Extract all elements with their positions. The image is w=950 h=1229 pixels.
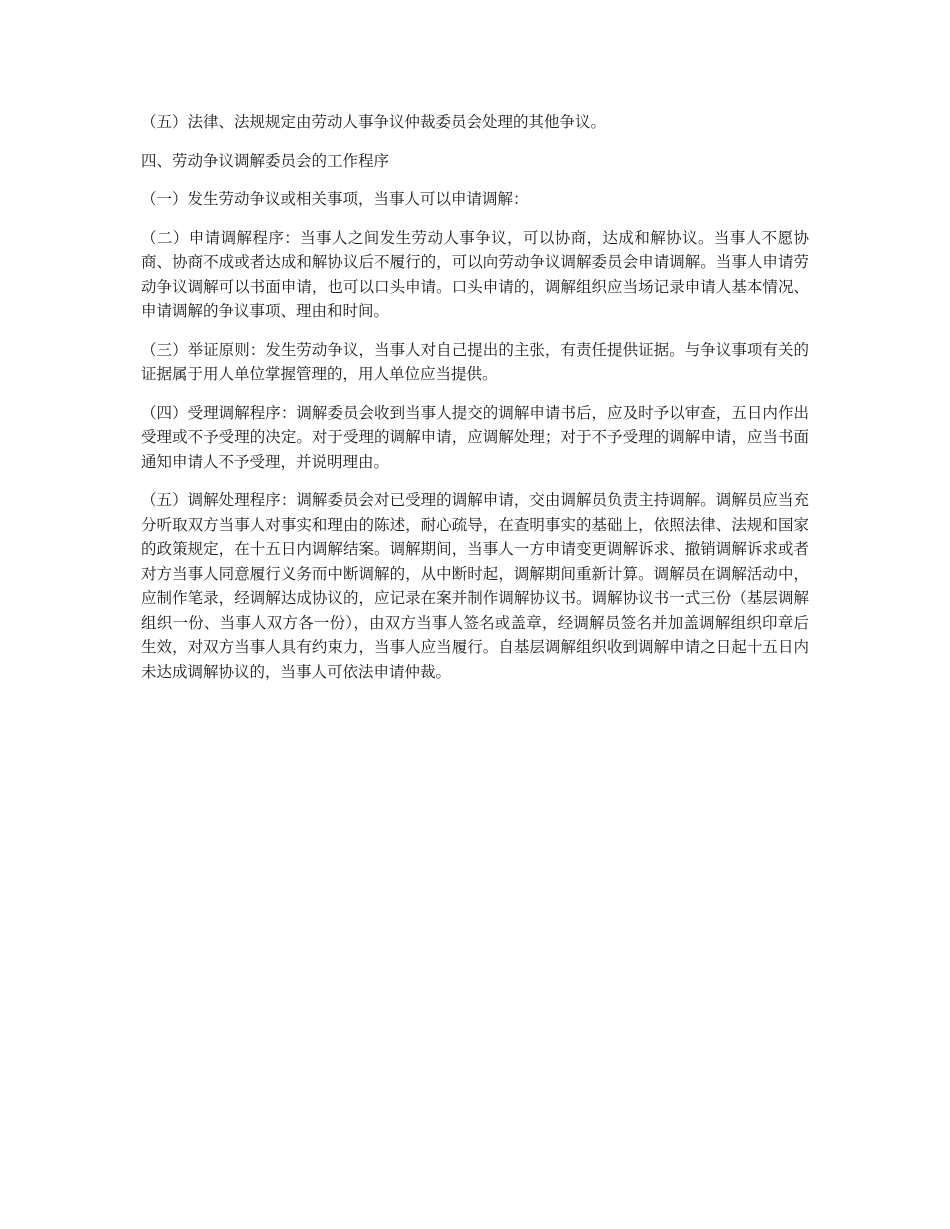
section-heading: 四、劳动争议调解委员会的工作程序 — [141, 151, 390, 170]
paragraph-item-2: （二）申请调解程序：当事人之间发生劳动人事争议，可以协商，达成和解协议。当事人不愿协商、协商不成或者达成和解协议后不履行的，可以向劳动争议调解委员会申请调解。当事人申请劳动争议调解可以书面申请，也可以口头申请。口头申请的，调解组织应当场记录申请人基本情况、申请调解的争议事项、理由和时间。 — [141, 228, 809, 320]
paragraph-item-5: （五）调解处理程序：调解委员会对已受理的调解申请，交由调解员负责主持调解。调解员应当充分听取双方当事人对事实和理由的陈述，耐心疏导，在查明事实的基础上，依照法律、法规和国家的政策规定，在十五日内调解结案。调解期间，当事人一方申请变更调解诉求、撤销调解诉求或者对方当事人同意履行义务而中断调解的，从中断时起，调解期间重新计算。调解员在调解活动中，应制作笔录，经调解达成协议的，应记录在案并制作调解协议书。调解协议书一式三份（基层调解组织一份、当事人双方各一份），由双方当事人签名或盖章，经调解员签名并加盖调解组织印章后生效，对双方当事人具有约束力，当事人应当履行。自基层调解组织收到调解申请之日起十五日内未达成调解协议的，当事人可依法申请仲裁。 — [141, 491, 809, 681]
paragraph-item-1: （一）发生劳动争议或相关事项，当事人可以申请调解： — [141, 190, 529, 208]
paragraph-item-3: （三）举证原则：发生劳动争议，当事人对自己提出的主张，有责任提供证据。与争议事项有关的证据属于用人单位掌握管理的，用人单位应当提供。 — [141, 340, 809, 383]
paragraph-prev-item-5: （五）法律、法规规定由劳动人事争议仲裁委员会处理的其他争议。 — [141, 113, 607, 131]
document-page — [141, 110, 809, 698]
paragraph-item-4: （四）受理调解程序：调解委员会收到当事人提交的调解申请书后，应及时予以审查，五日内作出受理或不予受理的决定。对于受理的调解申请，应调解处理；对于不予受理的调解申请，应当书面通知申请人不予受理，并说明理由。 — [141, 403, 809, 471]
